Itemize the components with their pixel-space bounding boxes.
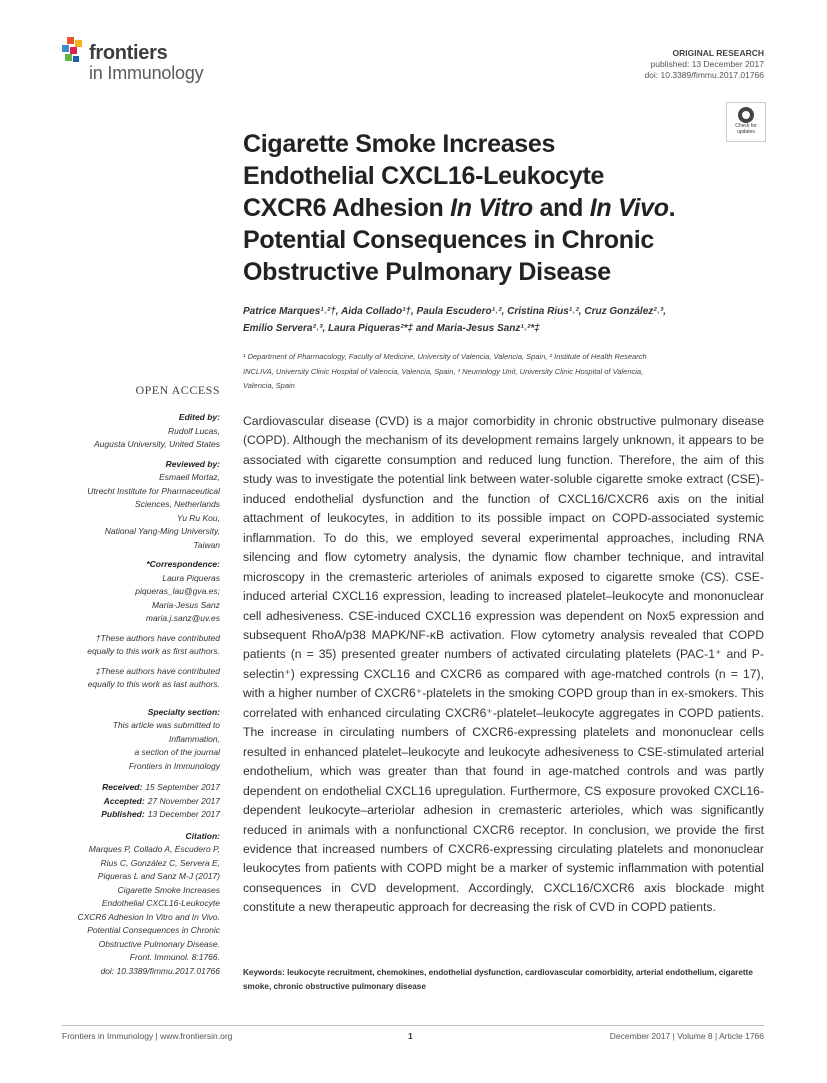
article-info-sidebar [60,411,220,978]
reviewer-line: Yu Ru Kou, [176,512,220,523]
title-segment: and [532,194,590,222]
edited-by-heading: Edited by: [178,412,220,422]
reviewer-line: National Yang-Ming University, [104,526,220,536]
badge-line2: updates [737,128,755,135]
title-italic-segment: In Vivo [589,194,669,222]
title-line [243,192,763,224]
editor-line: Rudolf Lucas, [168,425,220,436]
citation-line: Rius C, González C, Servera E, [100,857,220,868]
accepted-label: Accepted: [103,795,145,806]
authors-line: Emilio Servera²˒³, Laura Piqueras²*‡ and Maria-Jesus Sanz¹˒²*‡ [243,323,540,334]
logo-name-journal: in Immunology [89,63,204,83]
title-line: Cigarette Smoke Increases [243,130,556,158]
citation-line: Endothelial CXCL16-Leukocyte [101,898,220,908]
footer-divider [62,1025,764,1026]
reviewer-line: Sciences, Netherlands [134,499,220,509]
citation-heading: Citation: [185,830,220,841]
title-line: Obstructive Pulmonary Disease [243,258,611,286]
article-type: ORIGINAL RESEARCH [672,48,764,58]
article-title [243,128,763,288]
title-line: Endothelial CXCL16-Leukocyte [243,162,605,190]
citation-line: Potential Consequences in Chronic [87,925,220,935]
specialty-line: This article was submitted to [112,720,220,730]
title-line: Potential Consequences in Chronic [243,226,654,254]
specialty-heading: Specialty section: [147,706,220,717]
published-date-side [60,808,220,822]
equal-contribution-note: equally to this work as first authors. [87,646,220,656]
affiliation-line: INCLIVA, University Clinic Hospital of Valencia, Valencia, Spain, ³ Neumology Unit, University Clinic Hospital of Valencia, [243,366,644,376]
keywords-label: Keywords: [243,968,285,977]
affiliations [243,350,768,394]
citation-doi[interactable]: doi: 10.3389/fimmu.2017.01766 [100,965,220,976]
check-updates-icon [738,107,754,123]
author-list [243,303,768,337]
correspondence-line: Maria-Jesus Sanz [151,599,220,610]
received-value: 15 September 2017 [145,782,220,792]
logo-name-frontiers: frontiers [89,42,168,64]
footer-issue: December 2017 | Volume 8 | Article 1766 [609,1031,764,1041]
correspondence-line: Laura Piqueras [162,572,220,583]
citation-line: Piqueras L and Sanz M-J (2017) [97,871,220,881]
title-italic-segment: In Vitro [450,194,533,222]
accepted-value: 27 November 2017 [147,795,220,806]
reviewed-by-heading: Reviewed by: [165,458,220,469]
open-access-label: OPEN ACCESS [135,383,220,397]
published-value: 13 December 2017 [147,809,220,819]
keywords [243,966,764,993]
title-segment: CXCR6 Adhesion [243,194,451,222]
accepted-date [60,795,220,809]
keywords-text: leukocyte recruitment, chemokines, endothelial dysfunction, cardiovascular comorbidity, arterial endothelium, cigarette smoke, chronic obstructive pulmonary disease [243,968,753,991]
specialty-line: Frontiers in Immunology [128,760,220,771]
citation-line: Marques P, Collado A, Escudero P, [88,844,220,854]
abstract [243,412,764,918]
title-segment: . [668,194,676,222]
authors-line: Patrice Marques¹˒²†, Aida Collado¹†, Paula Escudero¹˒², Cristina Rius¹˒², Cruz González²˒³, [243,306,667,317]
citation-line: Obstructive Pulmonary Disease. [98,938,220,949]
equal-contribution-note: equally to this work as last authors. [87,679,220,689]
published-date: published: 13 December 2017 [650,59,764,69]
citation-line: Front. Immunol. 8:1766. [129,952,220,962]
published-label: Published: [101,809,145,819]
footer-journal[interactable]: Frontiers in Immunology | www.frontiersin.org [62,1031,233,1041]
doi[interactable]: doi: 10.3389/fimmu.2017.01766 [644,70,764,80]
editor-line: Augusta University, United States [94,439,220,449]
correspondence-heading: *Correspondence: [146,559,220,569]
received-label: Received: [102,782,143,792]
citation-line: Cigarette Smoke Increases [117,884,220,895]
page-number: 1 [408,1031,413,1041]
received-date [60,781,220,795]
article-header [644,48,764,81]
affiliation-line: ¹ Department of Pharmacology, Faculty of Medicine, University of Valencia, Valencia, Spain, ² Institute of Health Research [243,352,647,361]
reviewer-line: Esmaeil Mortaz, [159,472,220,482]
equal-contribution-note: †These authors have contributed [95,632,220,643]
reviewer-line: Utrecht Institute for Pharmaceutical [87,485,220,496]
specialty-line: a section of the journal [134,747,220,757]
correspondence-email[interactable]: piqueras_lau@gva.es; [135,586,220,596]
equal-contribution-note: ‡These authors have contributed [95,665,220,676]
reviewer-line: Taiwan [193,539,220,550]
affiliation-line: Valencia, Spain [243,381,295,390]
journal-logo [62,37,232,85]
frontiers-logo-icon [62,37,86,67]
specialty-line: Inflammation, [168,733,220,744]
correspondence-email[interactable]: maria.j.sanz@uv.es [145,613,220,623]
citation-line: CXCR6 Adhesion In Vitro and In Vivo. [77,911,220,922]
abstract-text: Cardiovascular disease (CVD) is a major comorbidity in chronic obstructive pulmonary disease (COPD). Although the mechanism of its development remains largely unknown, it appears to be associated with cigarette consumption and reduced lung function. Therefore, the aim of this study was to investigate the potential link between water-soluble cigarette smoke extract (CSE)-induced endothelial dysfunction and the function of CXCL16/CXCR6 axis on the initial attachment of leukocytes, in addition to its possible impact on COPD-associated systemic inflammation. To do this, we employed several experimental approaches, including RNA silencing and flow cytometry analysis, the dynamic flow chamber technique, and intravital microscopy in the cremasteric arterioles of animals exposed to cigarette smoke (CS). CSE-induced arterial CXCL16 expression, leading to increased platelet–leukocyte and mononuclear cell adhesiveness. CSE-induced CXCL16 expression was dependent on Nox5 expression and subsequent RhoA/p38 MAPK/NF-κB activation. Flow cytometry analysis revealed that COPD patients (n = 35) presented greater numbers of activated circulating platelets (PAC-1⁺ and P-selectin⁺) expressing CXCL16 and CXCR6 as compared with age-matched controls (n = 17), with a higher number of CXCR6⁺-platelets in the smoking COPD group than in ex-smokers. This correlated with enhanced circulating CXCR6⁺-platelet–leukocyte aggregates in COPD patients. The increase in circulating numbers of CXCR6-expressing platelets and mononuclear cells resulted in enhanced platelet–leukocyte and leukocyte adhesiveness to CSE-stimulated arterial endothelium, which was greater than that found in age-matched controls and was partly dependent on endothelial CXCL16 upregulation. Furthermore, CS exposure provoked CXCL16-dependent leukocyte–arteriolar adhesion in cremasteric arterioles, which was significantly reduced in animals with a nonfunctional CXCR6 receptor. In conclusion, we provide the first evidence that increased numbers of CXCR6-expressing circulating platelets and mononuclear leukocytes from patients with COPD might be a marker of systemic inflammation with potential consequences in CVD development. Accordingly, CXCL16/CXCR6 axis blockade might constitute a new therapeutic approach for decreasing the risk of CVD in COPD patients. [243,414,764,915]
badge-line1: Check for [735,123,757,129]
